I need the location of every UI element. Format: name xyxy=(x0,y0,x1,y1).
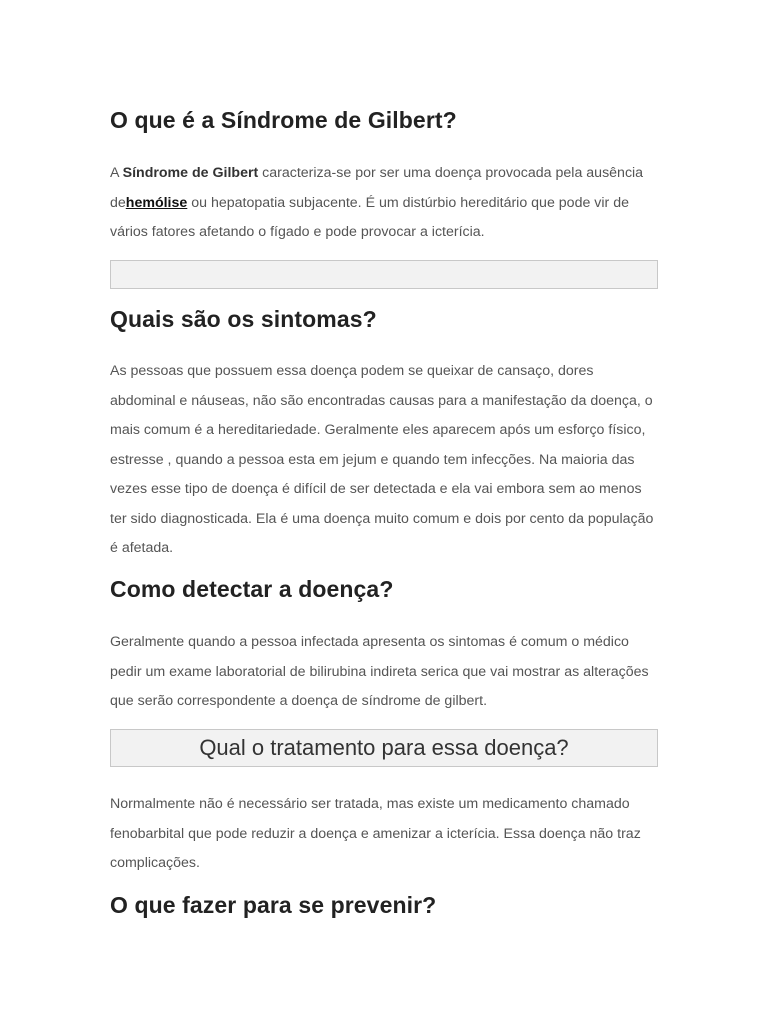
tratamento-heading-box xyxy=(110,729,658,767)
hemolise-link[interactable]: hemólise xyxy=(125,194,188,211)
section-heading-gilbert: O que é a Síndrome de Gilbert? xyxy=(110,107,457,133)
section-paragraph-gilbert xyxy=(110,159,660,248)
section-heading-sintomas: Quais são os sintomas? xyxy=(110,306,377,332)
section-heading-prevenir: O que fazer para se prevenir? xyxy=(110,892,437,918)
paragraph-text: A xyxy=(110,165,123,181)
paragraph-text: caracteriza-se por ser uma doença provocada pela ausência de xyxy=(110,165,644,211)
empty-gray-box xyxy=(110,260,658,289)
section-paragraph-detectar: Geralmente quando a pessoa infectada apresenta os sintomas é comum o médico pedir um exame laboratorial de bilirubina indireta serica que vai mostrar as alterações que serão correspondente a doença de síndrome de gilbert. xyxy=(110,634,649,709)
section-paragraph-sintomas: As pessoas que possuem essa doença podem se queixar de cansaço, dores abdominal e náuseas, não são encontradas causas para a manifestação da doença, o mais comum é a hereditariedade. Geralmente eles aparecem após um esforço físico, estresse , quando a pessoa esta em jejum e quando tem infecções. Na maioria das vezes esse tipo de doença é difícil de ser detectada e ela vai embora sem ao menos ter sido diagnosticada. Ela é uma doença muito comum e dois por cento da população é afetada. xyxy=(110,363,654,556)
paragraph-text: ou hepatopatia subjacente. É um distúrbio hereditário que pode vir de vários fatores afetando o fígado e pode provocar a icterícia. xyxy=(110,194,629,240)
section-heading-detectar: Como detectar a doença? xyxy=(110,576,394,602)
section-heading-tratamento: Qual o tratamento para essa doença? xyxy=(199,735,569,760)
section-paragraph-tratamento: Normalmente não é necessário ser tratada, mas existe um medicamento chamado fenobarbital que pode reduzir a doença e amenizar a icterícia. Essa doença não traz complicações. xyxy=(110,796,641,871)
paragraph-bold-term: Síndrome de Gilbert xyxy=(122,165,259,181)
